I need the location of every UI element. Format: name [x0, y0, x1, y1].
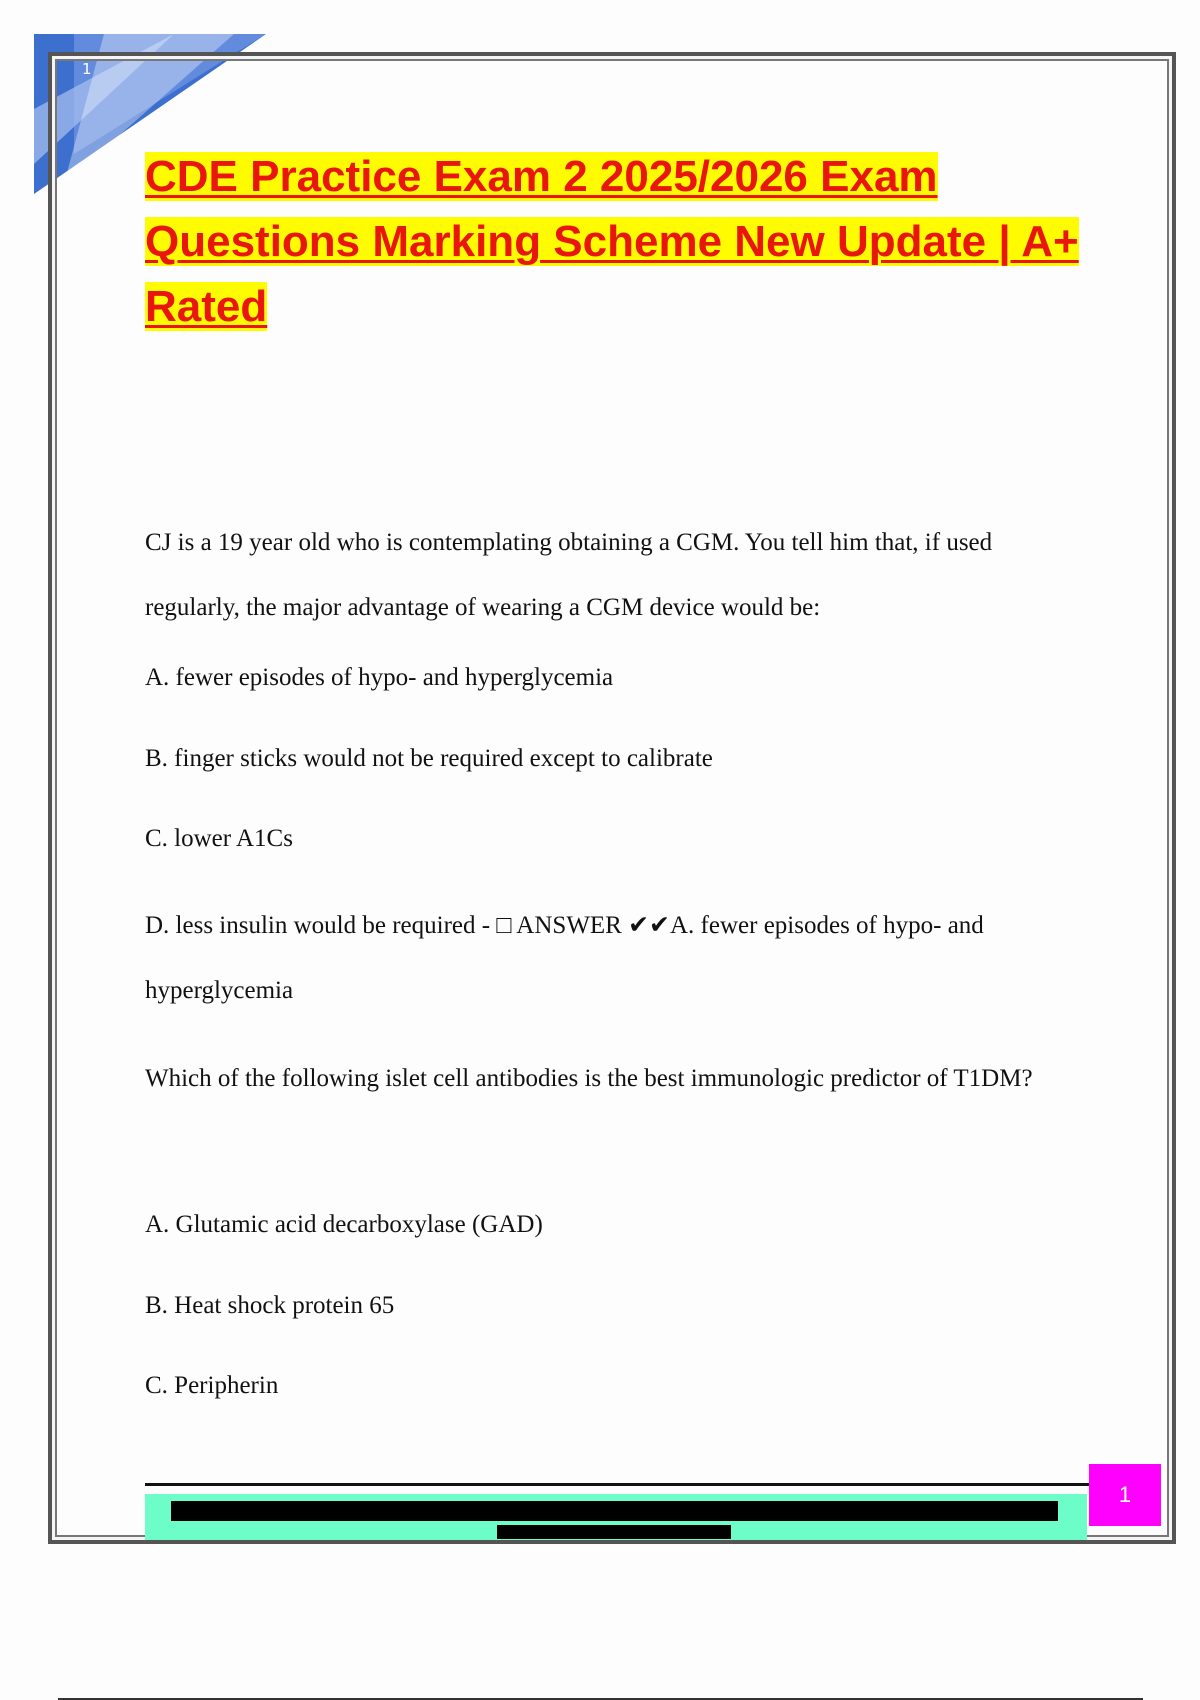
question-1-option-c: C. lower A1Cs: [145, 825, 293, 852]
footer-rule: [145, 1483, 1092, 1486]
question-2-stem: Which of the following islet cell antibodies is the best immunologic predictor of T1DM?: [145, 1065, 1033, 1092]
question-2-option-a: A. Glutamic acid decarboxylase (GAD): [145, 1211, 543, 1238]
footer-bar: [171, 1501, 1058, 1521]
page-number-box: 1: [1089, 1464, 1161, 1526]
question-2-option-c: C. Peripherin: [145, 1372, 279, 1399]
footer-bar-small: [497, 1525, 731, 1539]
question-1-stem: CJ is a 19 year old who is contemplating obtaining a CGM. You tell him that, if used regularly, the major advantage of wearing a CGM device would be:: [145, 529, 993, 621]
corner-page-number: 1: [82, 60, 92, 78]
document-title: CDE Practice Exam 2 2025/2026 Exam Questions Marking Scheme New Update | A+ Rated: [145, 152, 1079, 331]
question-1-option-b: B. finger sticks would not be required except to calibrate: [145, 745, 713, 772]
question-1-option-d-answer: D. less insulin would be required - □ ANSWER ✔✔A. fewer episodes of hypo- and hyperglycemia: [145, 912, 984, 1004]
question-2-option-b: B. Heat shock protein 65: [145, 1292, 395, 1319]
question-1-option-a: A. fewer episodes of hypo- and hyperglycemia: [145, 664, 614, 691]
